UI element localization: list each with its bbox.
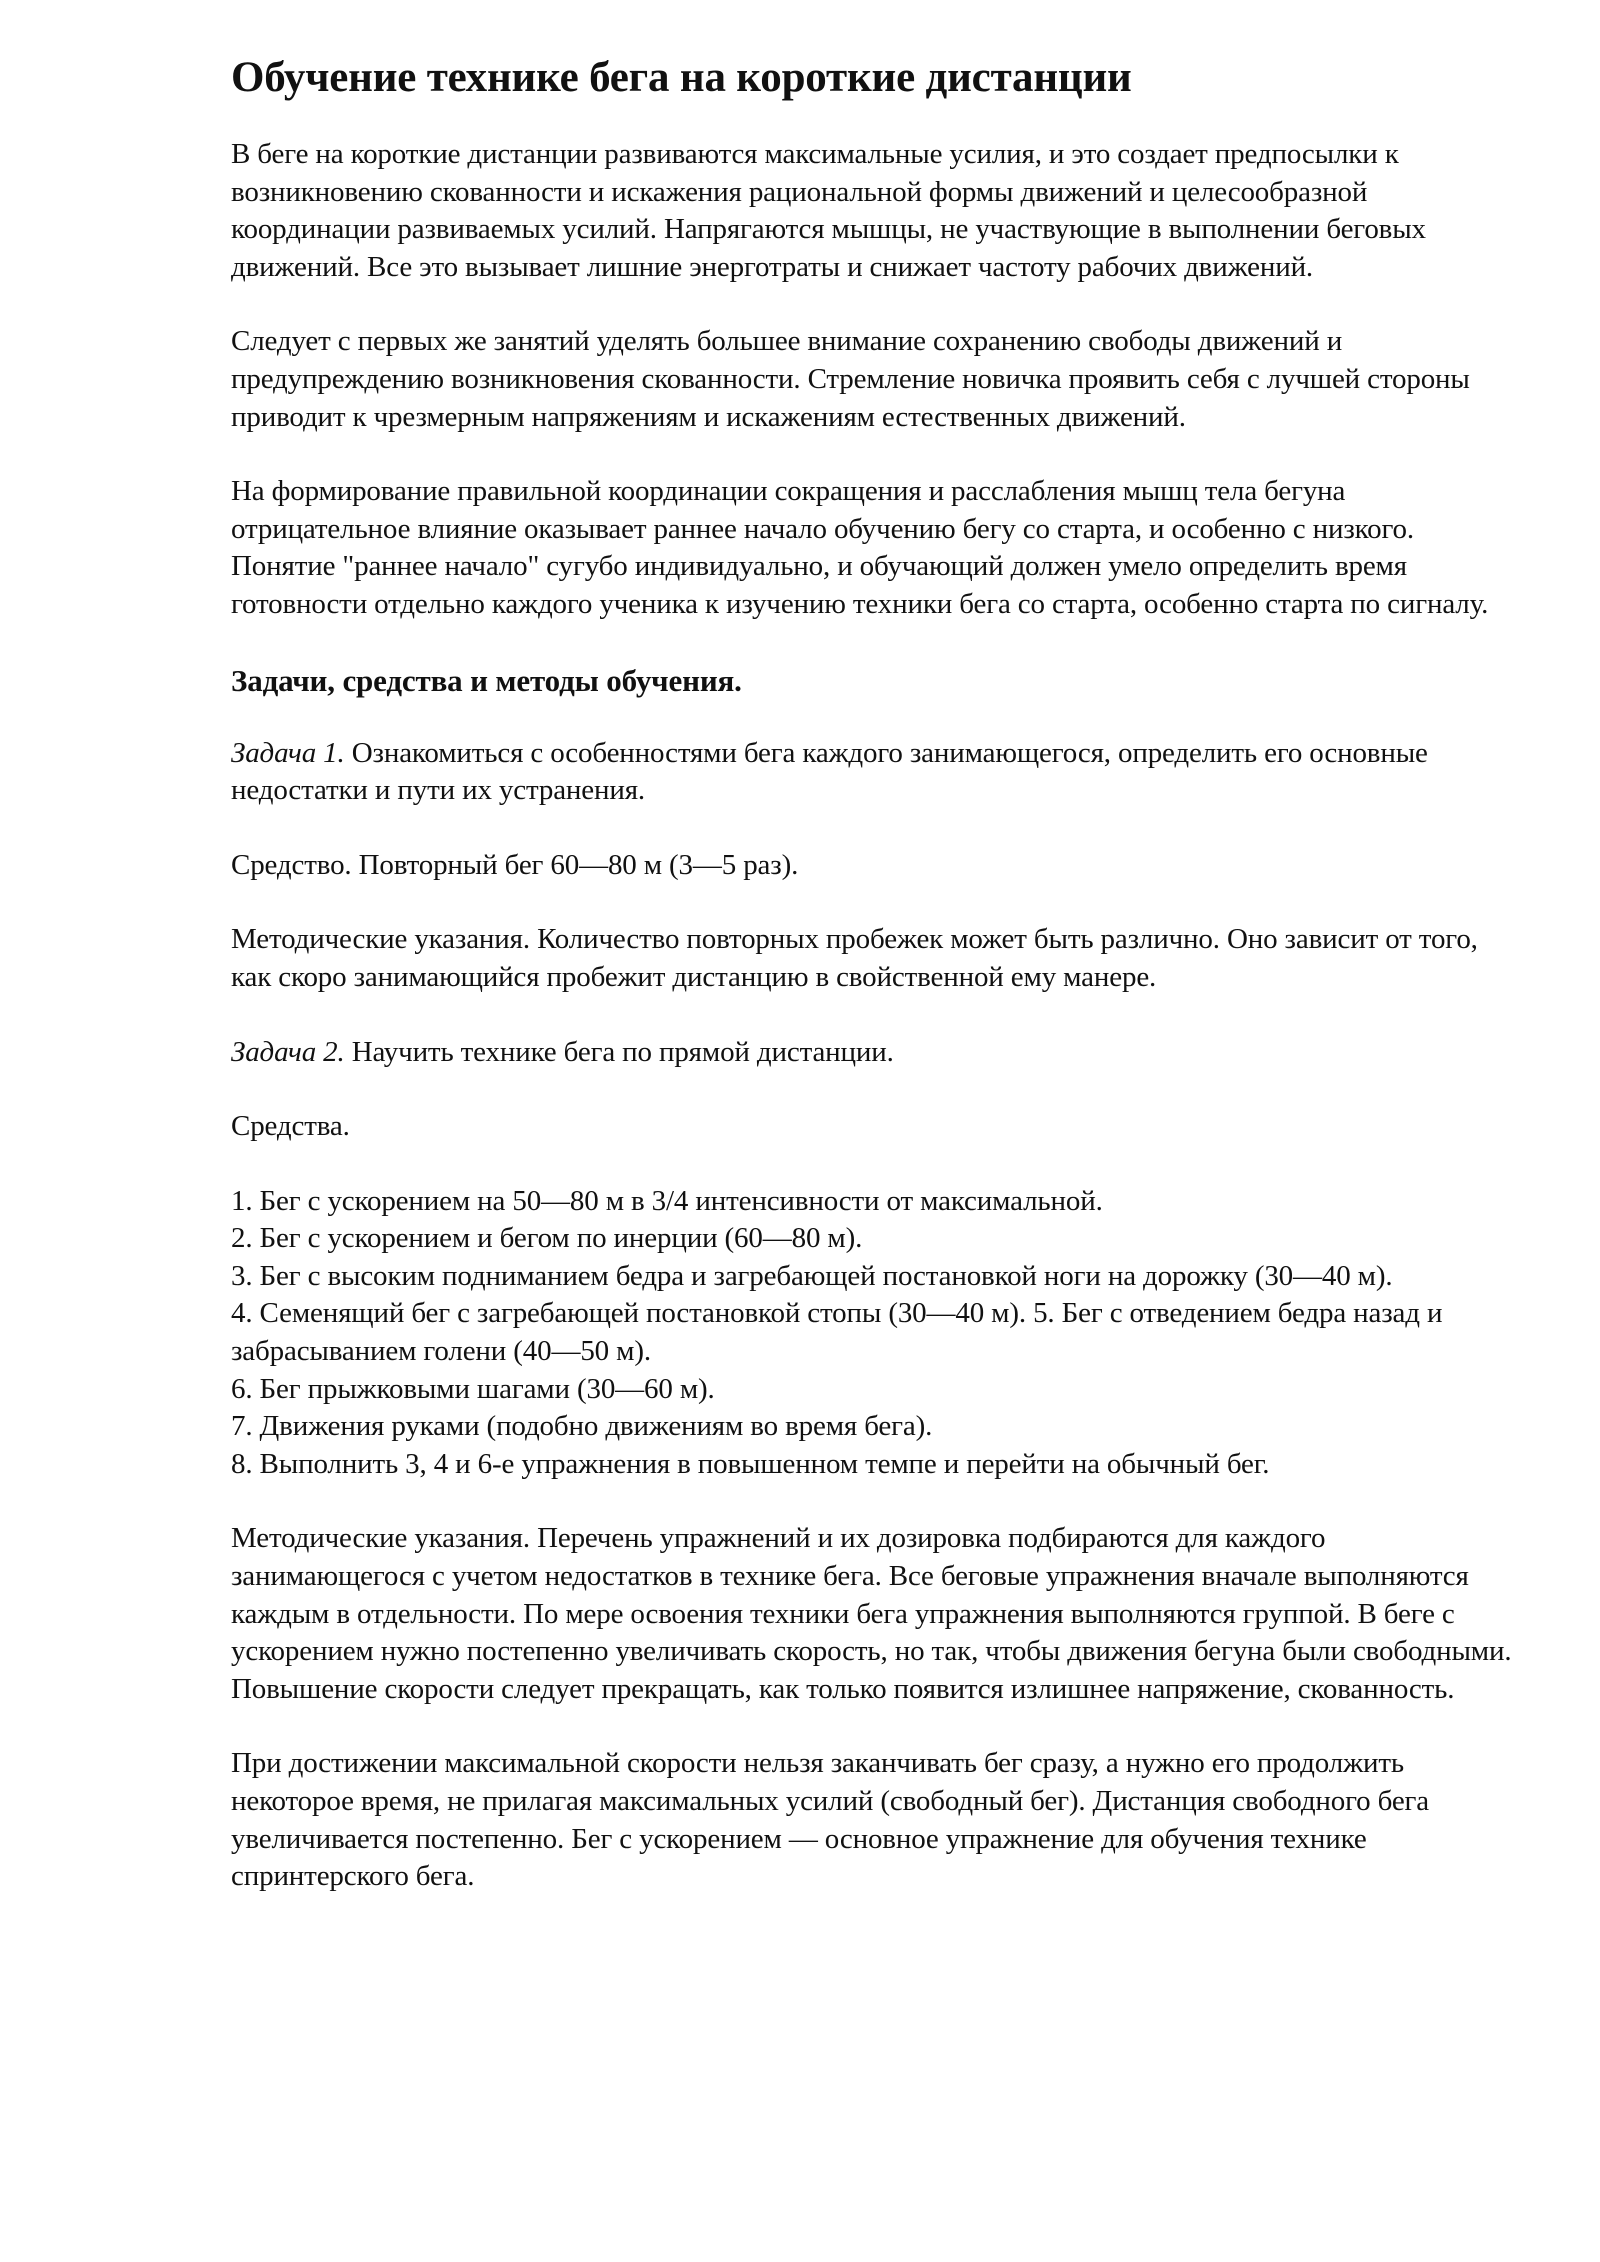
list-item: 1. Бег с ускорением на 50—80 м в 3/4 интенсивности от максимальной. <box>231 1184 1103 1217</box>
means-1-paragraph: Средство. Повторный бег 60—80 м (3—5 раз). <box>231 848 799 881</box>
final-paragraph: При достижении максимальной скорости нельзя заканчивать бег сразу, а нужно его продолжить некоторое время, не прилагая максимальных усилий (свободный бег). Дистанция свободного бега увеличивается постепенно. Бег с ускорением — основное упражнение для обучения технике спринтерского бега. <box>231 1747 1430 1893</box>
task-1-text: Ознакомиться с особенностями бега каждого занимающегося, определить его основные недостатки и пути их устранения. <box>231 736 1428 807</box>
list-item: 6. Бег прыжковыми шагами (30—60 м). <box>231 1372 715 1405</box>
exercise-list <box>231 1183 1521 1484</box>
list-item: 3. Бег с высоким подниманием бедра и загребающей постановкой ноги на дорожку (30—40 м). <box>231 1259 1393 1292</box>
task-1-label: Задача 1. <box>231 736 345 769</box>
list-item: 4. Семенящий бег с загребающей постановкой стопы (30—40 м). 5. Бег с отведением бедра назад и забрасыванием голени (40—50 м). <box>231 1297 1443 1368</box>
list-item: 7. Движения руками (подобно движениям во время бега). <box>231 1410 933 1443</box>
intro-paragraph-3: На формирование правильной координации сокращения и расслабления мышц тела бегуна отрицательное влияние оказывает раннее начало обучению бегу со старта, и особенно с низкого. Понятие "раннее начало" сугубо индивидуально, и обучающий должен умело определить время готовности отдельно каждого ученика к изучению техники бега со старта, особенно старта по сигналу. <box>231 475 1489 620</box>
intro-paragraph-1: В беге на короткие дистанции развиваются максимальные усилия, и это создает предпосылки к возникновению скованности и искажения рациональной формы движений и целесообразной координации развиваемых усилий. Напрягаются мышцы, не участвующие в выполнении беговых движений. Все это вызывает лишние энерготраты и снижает частоту рабочих движений. <box>231 138 1426 283</box>
document-page <box>231 50 1521 1933</box>
intro-paragraph-2: Следует с первых же занятий уделять большее внимание сохранению свободы движений и предупреждению возникновения скованности. Стремление новичка проявить себя с лучшей стороны приводит к чрезмерным напряжениям и искажениям естественных движений. <box>231 325 1470 433</box>
section-title: Задачи, средства и методы обучения. <box>231 662 742 698</box>
means-2-label: Средства. <box>231 1110 350 1143</box>
method-1-paragraph: Методические указания. Количество повторных пробежек может быть различно. Оно зависит от того, как скоро занимающийся пробежит дистанцию в свойственной ему манере. <box>231 923 1478 993</box>
task-2-label: Задача 2. <box>231 1035 345 1068</box>
list-item: 8. Выполнить 3, 4 и 6-е упражнения в повышенном темпе и перейти на обычный бег. <box>231 1447 1270 1480</box>
document-title: Обучение технике бега на короткие дистанции <box>231 54 1132 101</box>
task-1-paragraph <box>231 735 1521 810</box>
method-2-paragraph: Методические указания. Перечень упражнений и их дозировка подбираются для каждого занимающегося с учетом недостатков в технике бега. Все беговые упражнения вначале выполняются каждым в отдельности. По мере освоения техники бега упражнения выполняются группой. В беге с ускорением нужно постепенно увеличивать скорость, но так, чтобы движения бегуна были свободными. Повышение скорости следует прекращать, как только появится излишнее напряжение, скованность. <box>231 1522 1512 1705</box>
task-2-text: Научить технике бега по прямой дистанции. <box>344 1035 894 1068</box>
task-2-paragraph <box>231 1034 1521 1072</box>
list-item: 2. Бег с ускорением и бегом по инерции (60—80 м). <box>231 1222 863 1255</box>
